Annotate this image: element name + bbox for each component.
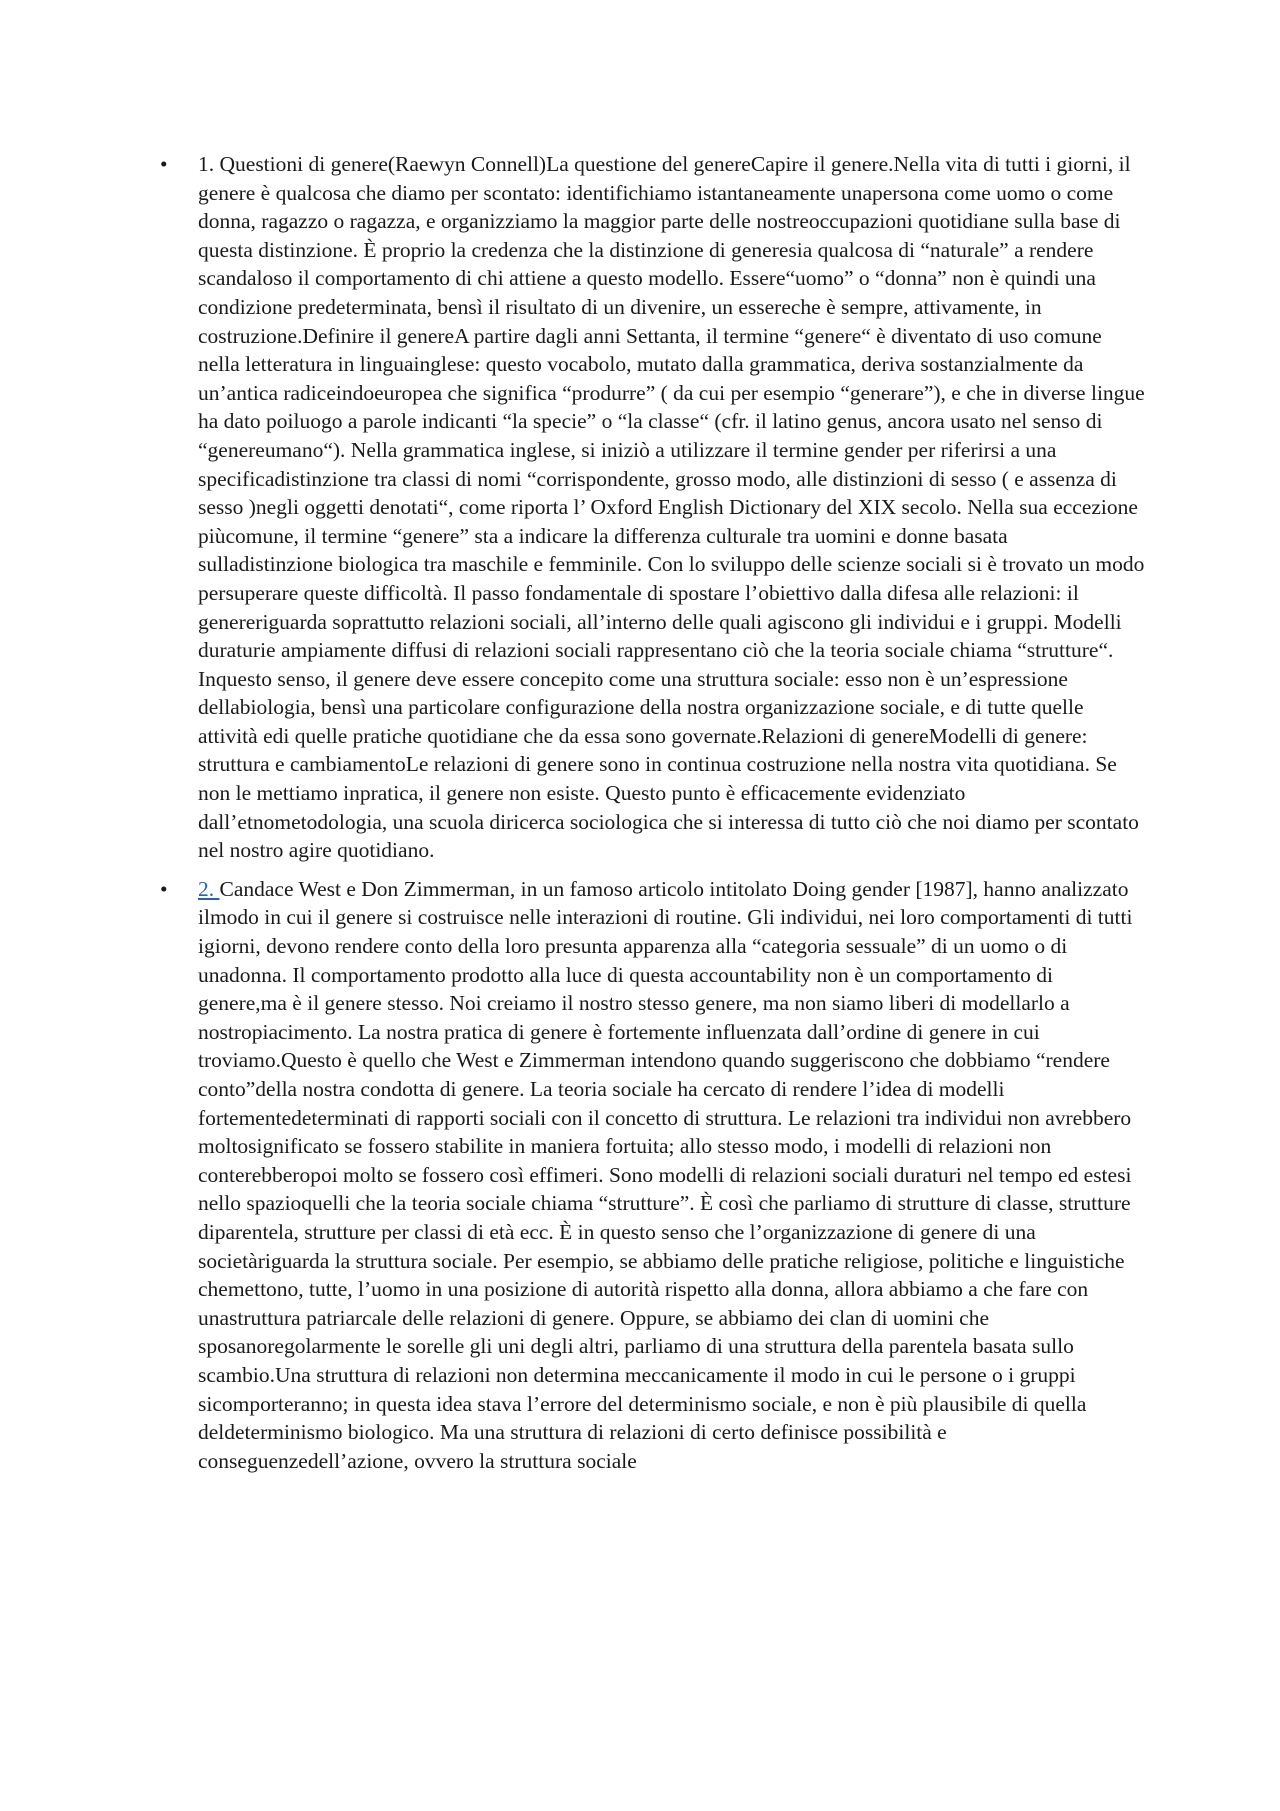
bullet-marker: • — [160, 152, 168, 176]
list-item — [155, 150, 1147, 865]
bullet-list — [155, 150, 1147, 1485]
section-number-link[interactable]: 2. — [198, 876, 220, 901]
paragraph-text: Candace West e Don Zimmerman, in un famoso articolo intitolato Doing gender [1987], hanno analizzato ilmodo in cui il genere si costruisce nelle interazioni di routine. Gli individui, nei loro comportamenti di tutti igiorni, devono rendere conto della loro presunta apparenza alla “categoria sessuale” di un uomo o di unadonna. Il comportamento prodotto alla luce di questa accountability non è un comportamento di genere,ma è il genere stesso. Noi creiamo il nostro stesso genere, ma non siamo liberi di modellarlo a nostropiacimento. La nostra pratica di genere è fortemente influenzata dall’ordine di genere in cui troviamo.Questo è quello che West e Zimmerman intendono quando suggeriscono che dobbiamo “rendere conto”della nostra condotta di genere. La teoria sociale ha cercato di rendere l’idea di modelli fortementedeterminati di rapporti sociali con il concetto di struttura. Le relazioni tra individui non avrebbero moltosignificato se fossero stabilite in maniera fortuita; allo stesso modo, i modelli di relazioni non conterebberopoi molto se fossero così effimeri. Sono modelli di relazioni sociali duraturi nel tempo ed estesi nello spazioquelli che la teoria sociale chiama “strutture”. È così che parliamo di strutture di classe, strutture diparentela, strutture per classi di età ecc. È in questo senso che l’organizzazione di genere di una societàriguarda la struttura sociale. Per esempio, se abbiamo delle pratiche religiose, politiche e linguistiche chemettono, tutte, l’uomo in una posizione di autorità rispetto alla donna, allora abbiamo a che fare con unastruttura patriarcale delle relazioni di genere. Oppure, se abbiamo dei clan di uomini che sposanoregolarmente le sorelle gli uni degli altri, parliamo di una struttura della parentela basata sullo scambio.Una struttura di relazioni non determina meccanicamente il modo in cui le persone o i gruppi sicomporteranno; in questa idea stava l’errore del determinismo sociale, e non è più plausibile di quella deldeterminismo biologico. Ma una struttura di relazioni di certo definisce possibilità e conseguenzedell’azione, ovvero la struttura sociale — [198, 876, 1133, 1473]
bullet-marker: • — [160, 876, 168, 901]
paragraph-text: 1. Questioni di genere(Raewyn Connell)La questione del genereCapire il genere.Nella vita di tutti i giorni, il genere è qualcosa che diamo per scontato: identifichiamo istantaneamente unapersona come uomo o come donna, ragazzo o ragazza, e organizziamo la maggior parte delle nostreoccupazioni quotidiane sulla base di questa distinzione. È proprio la credenza che la distinzione di generesia qualcosa di “naturale” a rendere scandaloso il comportamento di chi attiene a questo modello. Essere“uomo” o “donna” non è quindi una condizione predeterminata, bensì il risultato di un divenire, un essereche è sempre, attivamente, in costruzione.Definire il genereA partire dagli anni Settanta, il termine “genere“ è diventato di uso comune nella letteratura in linguainglese: questo vocabolo, mutato dalla grammatica, deriva sostanzialmente da un’antica radiceindoeuropea che significa “produrre” ( da cui per esempio “generare”), e che in diverse lingue ha dato poiluogo a parole indicanti “la specie” o “la classe“ (cfr. il latino genus, ancora usato nel senso di “genereumano“). Nella grammatica inglese, si iniziò a utilizzare il termine gender per riferirsi a una specificadistinzione tra classi di nomi “corrispondente, grosso modo, alle distinzioni di sesso ( e assenza di sesso )negli oggetti denotati“, come riporta l’ Oxford English Dictionary del XIX secolo. Nella sua eccezione piùcomune, il termine “genere” sta a indicare la differenza culturale tra uomini e donne basata sulladistinzione biologica tra maschile e femminile. Con lo sviluppo delle scienze sociali si è trovato un modo persuperare queste difficoltà. Il passo fondamentale di spostare l’obiettivo dalla difesa alle relazioni: il genereriguarda soprattutto relazioni sociali, all’interno delle quali agiscono gli individui e i gruppi. Modelli duraturie ampiamente diffusi di relazioni sociali rappresentano ciò che la teoria sociale chiama “strutture“. Inquesto senso, il genere deve essere concepito come una struttura sociale: esso non è un’espressione dellabiologia, bensì una particolare configurazione della nostra organizzazione sociale, e di tutte quelle attività edi quelle pratiche quotidiane che da essa sono governate.Relazioni di genereModelli di genere: struttura e cambiamentoLe relazioni di genere sono in continua costruzione nella nostra vita quotidiana. Se non le mettiamo inpratica, il genere non esiste. Questo punto è efficacemente evidenziato dall’etnometodologia, una scuola diricerca sociologica che si interessa di tutto ciò che noi diamo per scontato nel nostro agire quotidiano. — [198, 152, 1145, 863]
list-item — [155, 875, 1147, 1475]
